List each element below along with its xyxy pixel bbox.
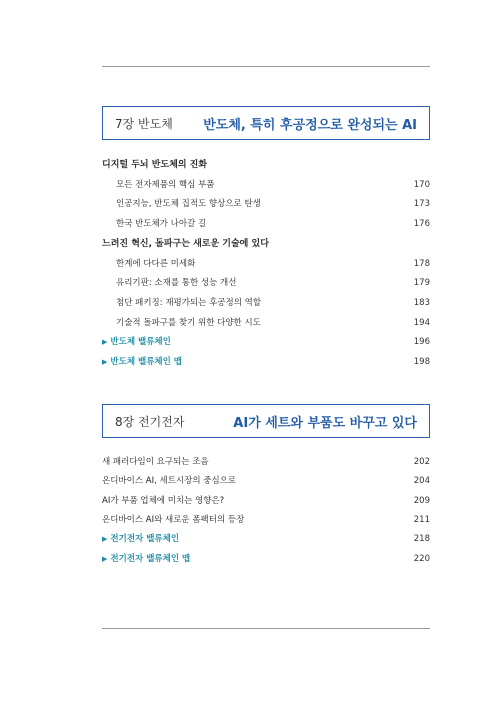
chapter7-number: 7장 반도체 [115,117,173,131]
toc-page-number: 194 [413,317,430,328]
toc-highlight-entry[interactable] [102,551,430,567]
toc-entry-text: 온디바이스 AI와 새로운 폼팩터의 등장 [102,514,245,525]
toc-entry-label [116,196,261,212]
toc-entry[interactable] [102,256,430,272]
toc-entry-label [116,177,214,193]
toc-page-number: 173 [413,199,430,210]
toc-entry-text: 전기전자 밸류체인 [110,534,180,545]
toc-entry-label [102,493,224,509]
toc-entry-label [102,157,207,173]
toc-entry-text: 디지털 두뇌 반도체의 진화 [102,160,208,170]
toc-entry[interactable] [102,473,430,489]
toc-entry-label [116,295,261,311]
toc-entry-text: 첨단 패키징: 재평가되는 후공정의 역할 [116,297,262,308]
toc-section-heading[interactable] [102,157,430,173]
triangle-right-icon: ▶ [102,535,108,544]
toc-entry-text: 한계에 다다른 미세화 [116,258,196,269]
toc-entry-label [116,256,195,272]
chapter7-header [102,106,430,140]
bottom-rule [102,628,430,629]
toc-entry-label [102,473,236,489]
toc-page-number: 179 [413,278,430,289]
toc-entry[interactable] [102,454,430,470]
toc-entry[interactable] [102,177,430,193]
chapter8-header [102,404,430,438]
toc-page-number: 211 [413,514,430,525]
toc-entry-label [102,354,182,370]
toc-entry-text: 전기전자 밸류체인 맵 [110,553,191,564]
toc-page-number: 178 [413,258,430,269]
toc-entry[interactable] [102,512,430,528]
toc-entry-label [116,216,206,232]
toc-highlight-entry[interactable] [102,531,430,547]
toc-entry[interactable] [102,196,430,212]
toc-entry-text: 모든 전자제품의 핵심 부품 [116,179,215,190]
toc-entry-label [102,512,244,528]
toc-page-number: 209 [413,495,430,506]
toc-entry[interactable] [102,493,430,509]
triangle-right-icon: ▶ [102,554,108,563]
toc-entry[interactable] [102,295,430,311]
toc-entry-text: 새 패러다임이 요구되는 조음 [102,457,209,467]
toc-page-number: 176 [413,219,430,230]
toc-entry-text: 반도체 밸류체인 맵 [110,357,182,367]
toc-entry-text: 인공지능, 반도체 집적도 향상으로 탄생 [116,199,261,210]
toc-entry-text: 유리기판: 소재를 통한 성능 개선 [116,278,237,289]
toc-page-number: 218 [413,534,430,545]
toc-entry-label [102,334,171,350]
toc-page-number: 220 [413,553,430,564]
toc-entry-text: 반도체 밸류체인 [110,337,171,348]
chapter7-title: 반도체, 특히 후공정으로 완성되는 AI [203,118,417,133]
toc-entry-label [116,275,236,291]
toc-page-number: 204 [413,476,430,487]
toc-page-number: 183 [413,297,430,308]
toc-page-number: 196 [413,337,430,348]
top-rule [102,66,430,67]
toc-page-number: 202 [413,457,430,467]
toc-section-heading[interactable] [102,236,430,252]
toc-page-number: 170 [413,179,430,190]
toc-entry-label [102,551,190,567]
toc-entry-text: 한국 반도체가 나아갈 길 [116,219,207,230]
toc-entry-label [102,236,269,252]
toc-entry-text: AI가 부품 업체에 미치는 영향은? [102,495,225,506]
triangle-right-icon: ▶ [102,358,108,366]
chapter8-title: AI가 세트와 부품도 바꾸고 있다 [233,416,417,431]
toc-entry-label [102,454,209,470]
toc-entry-text: 온디바이스 AI, 세트시장의 중심으로 [102,476,237,487]
toc-highlight-entry[interactable] [102,334,430,350]
toc-page-number: 198 [413,357,430,367]
toc-entry-text: 기술적 돌파구를 찾기 위한 다양한 시도 [116,317,261,328]
chapter8-number: 8장 전기전자 [115,415,185,429]
toc-entry[interactable] [102,315,430,331]
triangle-right-icon: ▶ [102,338,108,347]
toc-entry-label [102,531,179,547]
toc-entry[interactable] [102,275,430,291]
toc-entry-label [116,315,261,331]
toc-entry-text: 느려진 혁신, 돌파구는 새로운 기술에 있다 [102,238,269,249]
toc-highlight-entry[interactable] [102,354,430,370]
toc-entry[interactable] [102,216,430,232]
